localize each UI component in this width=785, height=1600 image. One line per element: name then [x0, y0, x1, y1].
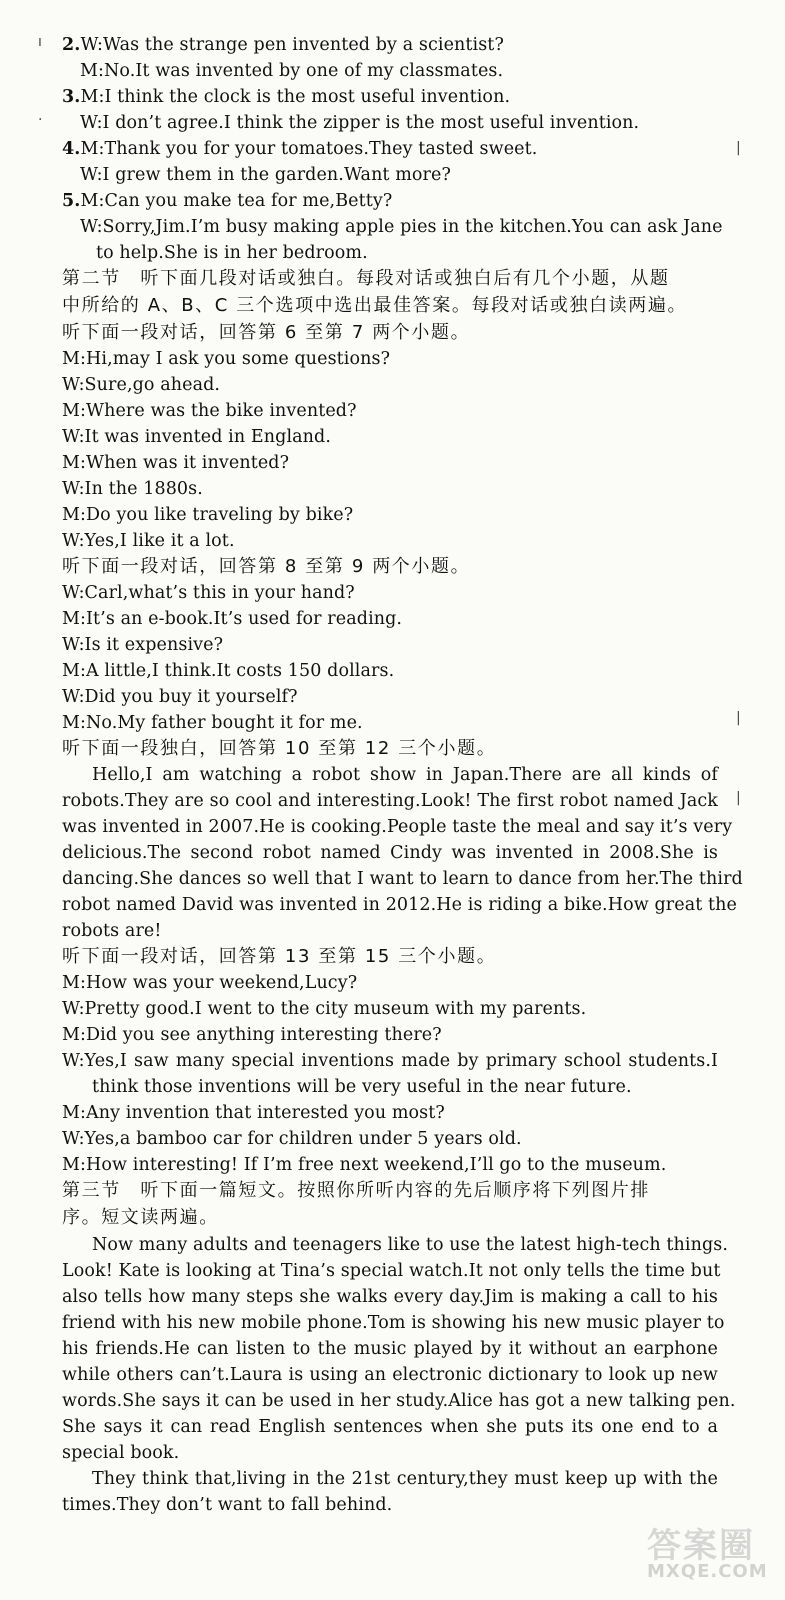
paragraph-line: Hello,I am watching a robot show in Japan.There are all kinds of: [92, 765, 718, 785]
section-heading: 中所给的 A、B、C 三个选项中选出最佳答案。每段对话或独白读两遍。: [62, 295, 688, 316]
scan-edge-left: ·: [38, 112, 43, 128]
text-line: W:Yes,I saw many special inventions made by primary school students.I: [62, 1051, 718, 1071]
paragraph-line: robots.They are so cool and interesting.Look! The first robot named Jack: [62, 791, 718, 811]
text-line: 5.M:Can you make tea for me,Betty?: [62, 191, 393, 211]
text-line: M:Did you see anything interesting there?: [62, 1025, 442, 1045]
text-line: W:It was invented in England.: [62, 427, 332, 447]
paragraph-line: She says it can read English sentences when she puts its one end to a: [62, 1417, 718, 1437]
text-line: M:No.My father bought it for me.: [62, 713, 363, 733]
watermark-logo-text: 答案圈: [647, 1526, 755, 1566]
text-line: W:Did you buy it yourself?: [62, 687, 298, 707]
instruction: 听下面一段对话，回答第 8 至第 9 两个小题。: [62, 556, 471, 577]
text-line: M:Hi,may I ask you some questions?: [62, 349, 391, 369]
text-line: 4.M:Thank you for your tomatoes.They tasted sweet.: [62, 139, 538, 159]
text-line: M:How was your weekend,Lucy?: [62, 973, 358, 993]
scan-edge-left: ı: [38, 34, 42, 50]
section-heading: 第三节 听下面一篇短文。按照你所听内容的先后顺序将下列图片排: [62, 1180, 650, 1201]
instruction: 听下面一段对话，回答第 6 至第 7 两个小题。: [62, 322, 471, 343]
text-line: W:Sorry,Jim.I’m busy making apple pies in the kitchen.You can ask Jane: [80, 217, 723, 237]
paragraph-line: was invented in 2007.He is cooking.People taste the meal and say it’s very: [62, 817, 733, 837]
text-line: M:A little,I think.It costs 150 dollars.: [62, 661, 395, 681]
text-line: to help.She is in her bedroom.: [96, 243, 368, 263]
paragraph-line: his friends.He can listen to the music played by it without an earphone: [62, 1339, 718, 1359]
text-line: W:I don’t agree.I think the zipper is the most useful invention.: [80, 113, 640, 133]
watermark-logo: [647, 1518, 768, 1582]
text-line: M:Where was the bike invented?: [62, 401, 357, 421]
text-line: M:How interesting! If I’m free next weekend,I’ll go to the museum.: [62, 1155, 667, 1175]
section-heading: 第二节 听下面几段对话或独白。每段对话或独白后有几个小题，从题: [62, 268, 670, 289]
paragraph-line: delicious.The second robot named Cindy was invented in 2008.She is: [62, 843, 718, 863]
text-line: W:Yes,a bamboo car for children under 5 years old.: [62, 1129, 522, 1149]
text-line: 3.M:I think the clock is the most useful invention.: [62, 87, 511, 107]
text-line: M:Any invention that interested you most?: [62, 1103, 445, 1123]
paragraph-line: while others can’t.Laura is using an electronic dictionary to look up new: [62, 1365, 718, 1385]
text-line: think those inventions will be very useful in the near future.: [92, 1077, 632, 1097]
text-line: 2.W:Was the strange pen invented by a scientist?: [62, 35, 504, 55]
text-line: M:No.It was invented by one of my classmates.: [80, 61, 504, 81]
paragraph-line: words.She says it can be used in her study.Alice has got a new talking pen.: [62, 1391, 736, 1411]
watermark-url: MXQE.COM: [647, 1561, 768, 1582]
paragraph-line: Now many adults and teenagers like to use the latest high-tech things.: [92, 1235, 729, 1255]
text-line: W:Sure,go ahead.: [62, 375, 221, 395]
text-line: W:Is it expensive?: [62, 635, 224, 655]
text-line: W:Pretty good.I went to the city museum with my parents.: [62, 999, 587, 1019]
text-line: W:Yes,I like it a lot.: [62, 531, 235, 551]
paragraph-line: also tells how many steps she walks every day.Jim is making a call to his: [62, 1287, 718, 1307]
text-line: W:I grew them in the garden.Want more?: [80, 165, 451, 185]
scan-edge-right: |: [736, 710, 741, 726]
section-heading: 序。短文读两遍。: [62, 1207, 219, 1228]
text-line: M:It’s an e-book.It’s used for reading.: [62, 609, 403, 629]
instruction: 听下面一段对话，回答第 13 至第 15 三个小题。: [62, 946, 497, 967]
paragraph-line: robots are!: [62, 921, 162, 941]
scan-edge-right: |: [736, 790, 741, 806]
paragraph-line: dancing.She dances so well that I want to learn to dance from her.The third: [62, 869, 743, 889]
text-line: W:In the 1880s.: [62, 479, 203, 499]
paragraph-line: special book.: [62, 1443, 180, 1463]
text-line: M:Do you like traveling by bike?: [62, 505, 354, 525]
instruction: 听下面一段独白，回答第 10 至第 12 三个小题。: [62, 738, 497, 759]
scan-edge-right: |: [736, 140, 741, 156]
paragraph-line: times.They don’t want to fall behind.: [62, 1495, 393, 1515]
paragraph-line: They think that,living in the 21st century,they must keep up with the: [92, 1469, 718, 1489]
paragraph-line: Look! Kate is looking at Tina’s special watch.It not only tells the time but: [62, 1261, 721, 1281]
paragraph-line: robot named David was invented in 2012.He is riding a bike.How great the: [62, 895, 737, 915]
paragraph-line: friend with his new mobile phone.Tom is showing his new music player to: [62, 1313, 725, 1333]
text-line: W:Carl,what’s this in your hand?: [62, 583, 355, 603]
text-line: M:When was it invented?: [62, 453, 290, 473]
